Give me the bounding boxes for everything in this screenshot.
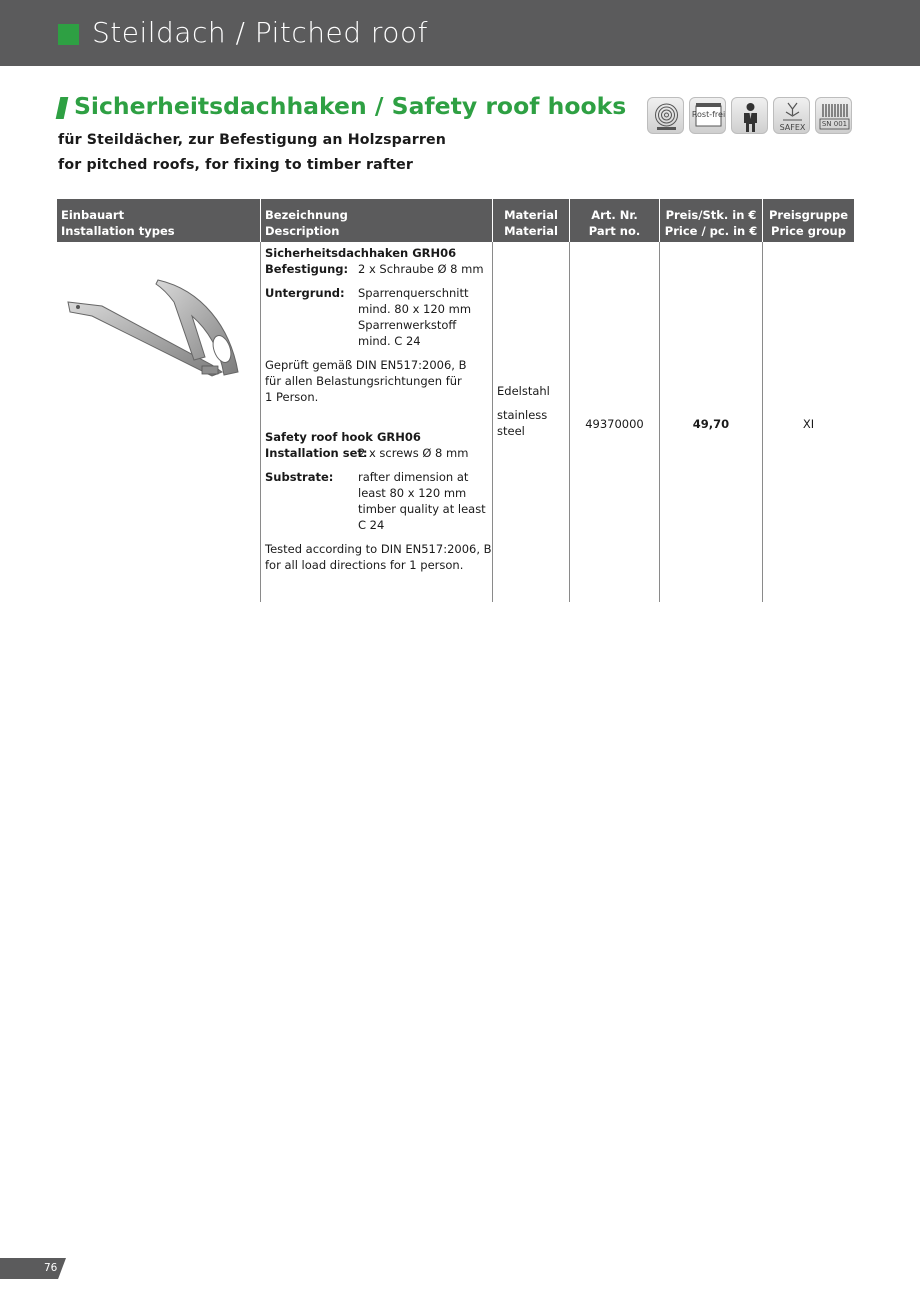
column-divider [492,242,493,602]
header-part-no-de: Art. Nr. [591,208,638,222]
timber-rings-icon [647,97,684,134]
safex-icon [773,97,810,134]
header-description-en: Description [265,224,340,238]
header-description [265,207,348,239]
price: 49,70 [692,417,730,431]
part-number: 49370000 [585,417,644,431]
roof-hook-image [62,272,247,387]
header-installation-de: Einbauart [61,208,125,222]
material-en-line: stainless [497,408,548,422]
sn-label: SN 001 [821,120,848,128]
header-price-en: Price / pc. in € [664,224,758,238]
fixing-label-de: Befestigung: [265,262,349,276]
person-icon [731,97,768,134]
header-material-de: Material [504,208,558,222]
substrate-label-de: Untergrund: [265,286,345,300]
substrate-line-de: mind. C 24 [358,334,421,348]
test-line-en: Tested according to DIN EN517:2006, B [265,542,492,556]
page-number: 76 [44,1262,58,1274]
substrate-label-en: Substrate: [265,470,334,484]
certification-badges [647,97,853,135]
header-installation-en: Installation types [61,224,175,238]
substrate-line-en: rafter dimension at [358,470,469,484]
header-price [660,207,762,239]
material-en-line: steel [497,424,525,438]
fixing-label-en: Installation set: [265,446,368,460]
header-price-group-en: Price group [771,224,846,238]
fixing-value-de: 2 x Schraube Ø 8 mm [358,262,484,276]
product-name-en: Safety roof hook GRH06 [265,430,421,444]
product-name-de: Sicherheitsdachhaken GRH06 [265,246,457,260]
substrate-line-de: mind. 80 x 120 mm [358,302,472,316]
price-group: XI [802,417,815,431]
fixing-value-en: 2 x screws Ø 8 mm [358,446,469,460]
sn-barcode-icon [815,97,852,134]
header-price-de: Preis/Stk. in € [665,208,757,222]
safex-label: SAFEX [779,123,806,132]
header-price-group-de: Preisgruppe [768,208,849,222]
page-header-title: Steildach / Pitched roof [92,16,428,49]
substrate-line-en: C 24 [358,518,385,532]
substrate-line-en: timber quality at least [358,502,486,516]
header-material [493,207,569,239]
header-installation [61,207,175,239]
material-de: Edelstahl [497,384,550,398]
rust-free-icon [689,97,726,134]
header-description-de: Bezeichnung [265,208,348,222]
section-title: Sicherheitsdachhaken / Safety roof hooks [74,92,627,120]
substrate-line-de: Sparrenwerkstoff [358,318,457,332]
header-price-group [763,207,854,239]
rust-free-label: Rost-frei [691,110,726,119]
header-part-no-en: Part no. [588,224,641,238]
test-line-en: for all load directions for 1 person. [265,558,464,572]
section-subtitle-de: für Steildächer, zur Befestigung an Holzsparren [58,132,447,148]
substrate-line-en: least 80 x 120 mm [358,486,467,500]
substrate-line-de: Sparrenquerschnitt [358,286,469,300]
test-line-de: 1 Person. [265,390,319,404]
test-line-de: für allen Belastungsrichtungen für [265,374,462,388]
section-subtitle-en: for pitched roofs, for fixing to timber rafter [58,157,414,173]
section-title-marker [56,97,69,119]
header-part-no [570,207,659,239]
header-square-marker [58,24,79,45]
header-divider [260,199,261,242]
test-line-de: Geprüft gemäß DIN EN517:2006, B [265,358,467,372]
column-divider [260,242,261,602]
header-material-en: Material [504,224,558,238]
